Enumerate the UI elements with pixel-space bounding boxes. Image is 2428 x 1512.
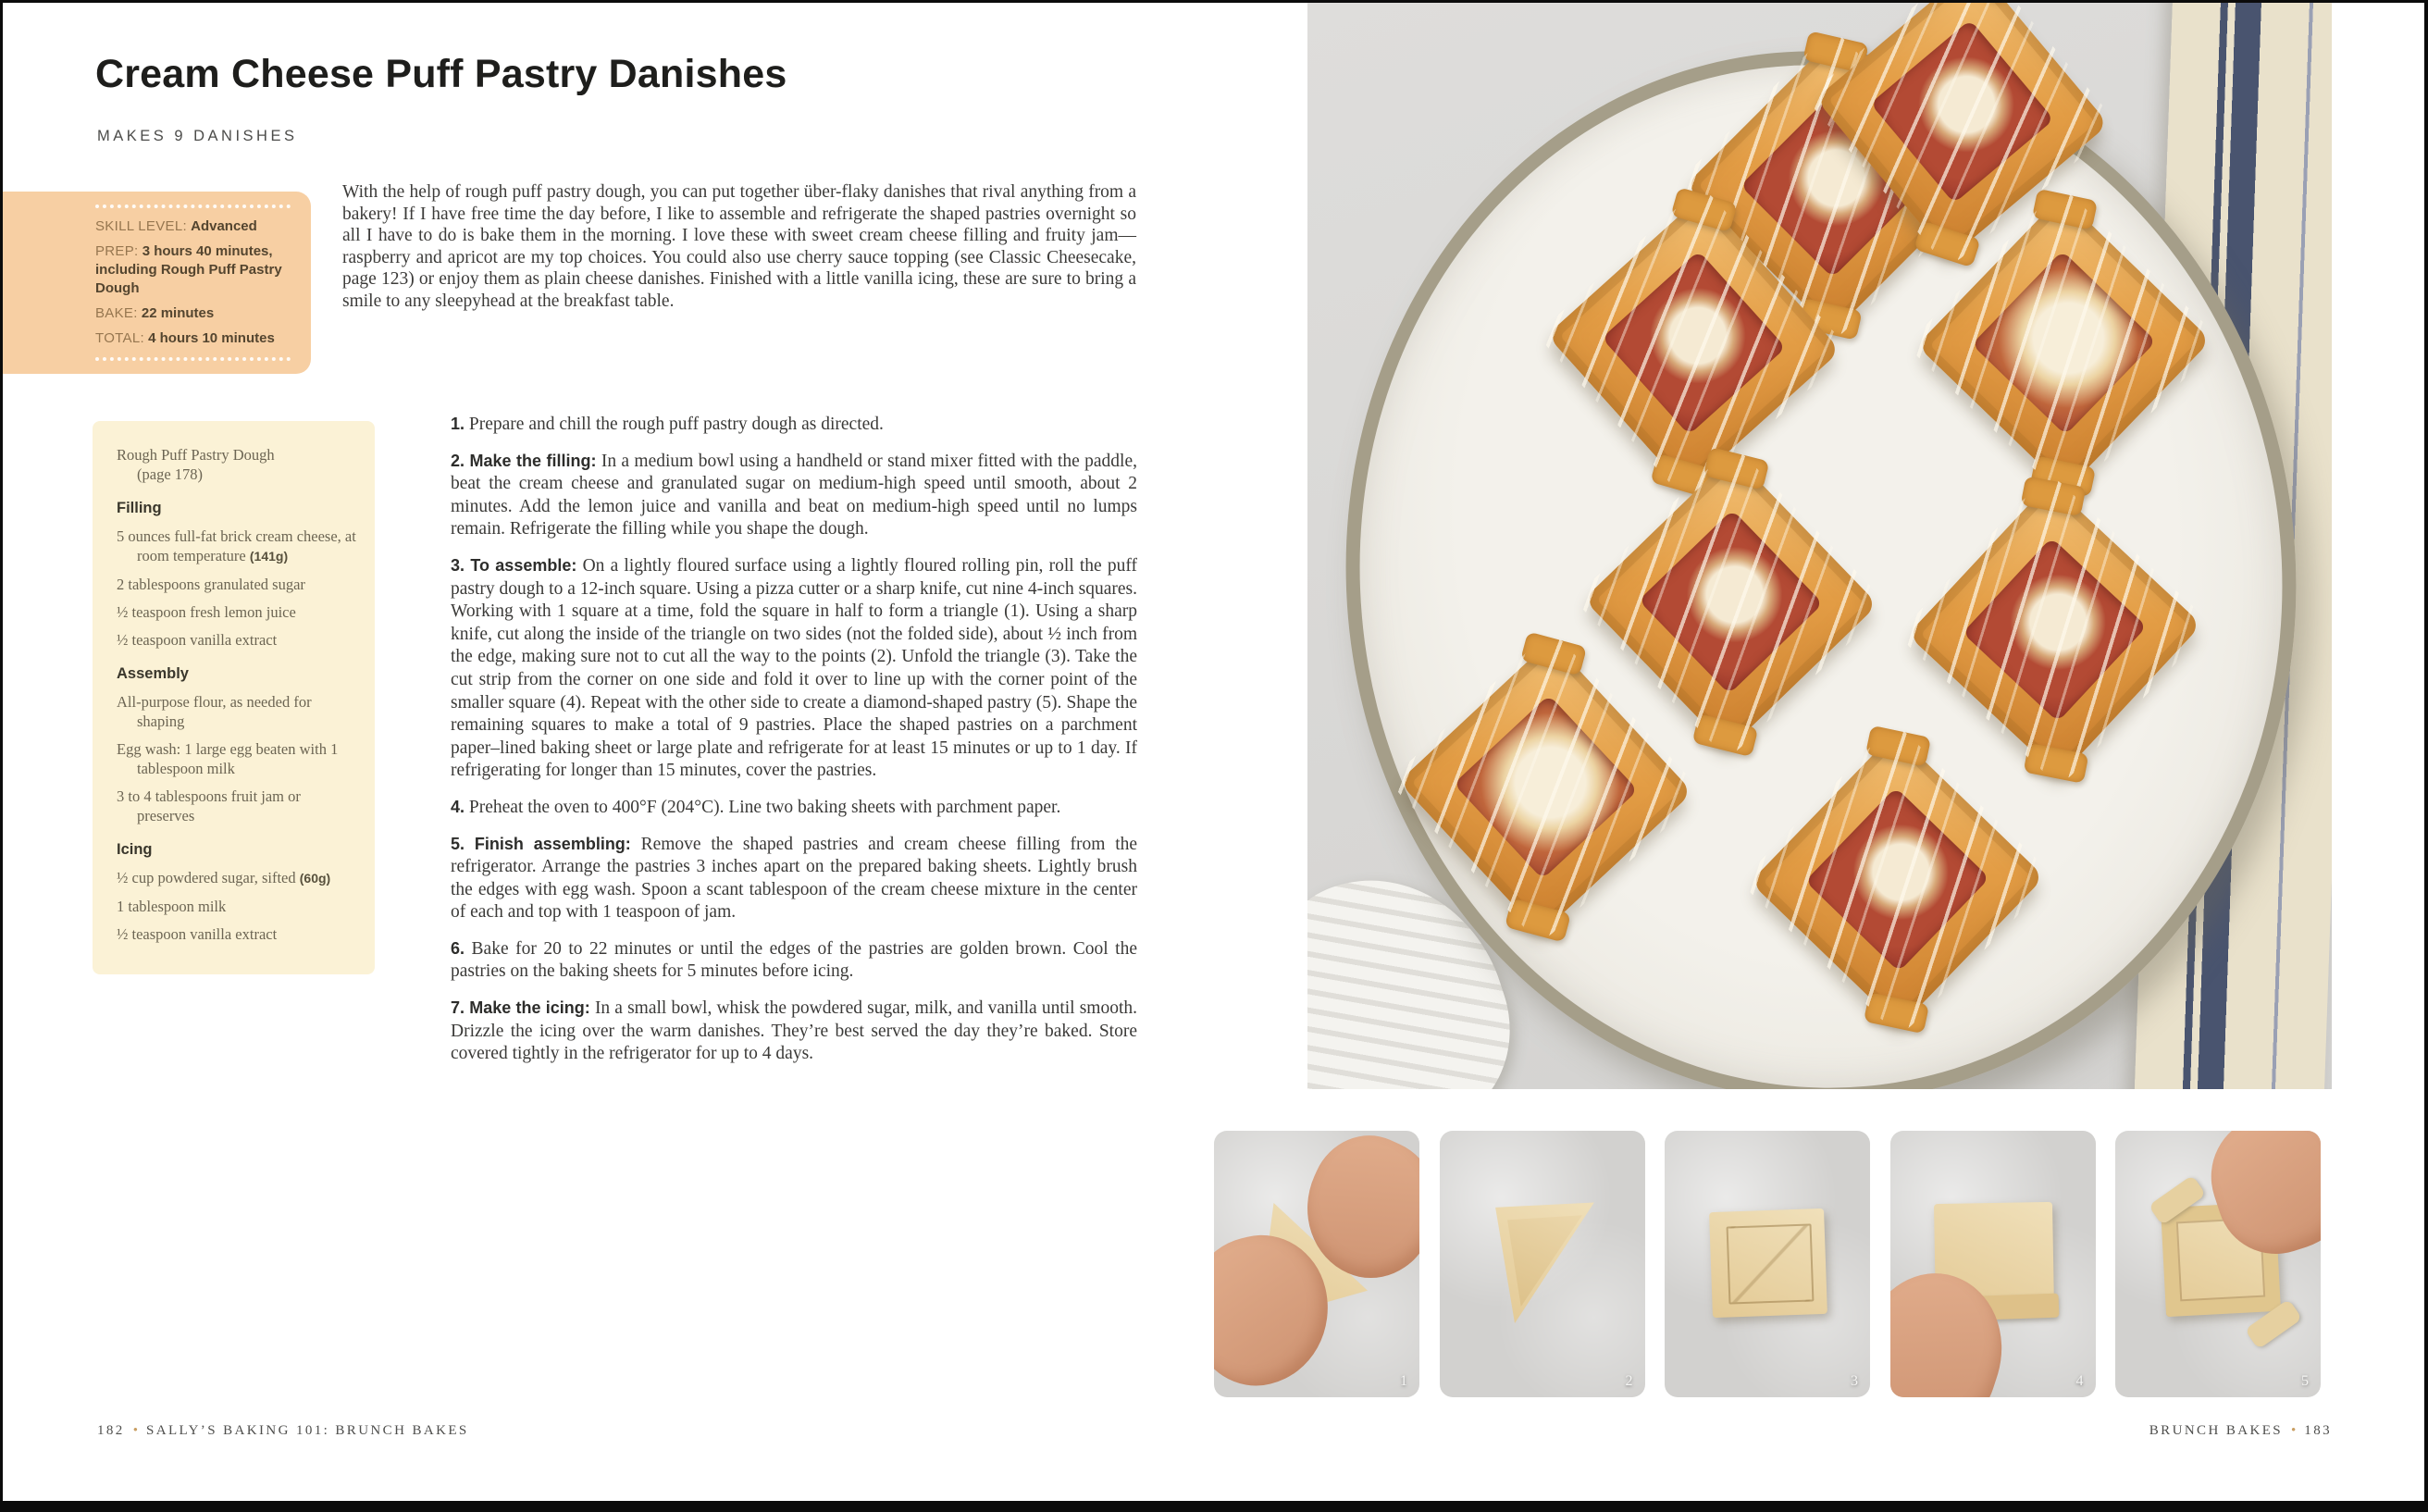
ingredient-item: 5 ounces full-fat brick cream cheese, at room temperature (141g) xyxy=(117,527,356,564)
info-row: PREP: 3 hours 40 minutes, including Rough Puff Pastry Dough xyxy=(95,243,282,296)
step-photo-number: 1 xyxy=(1400,1373,1407,1389)
ingredient-section-heading: Filling xyxy=(117,500,162,516)
step-photos xyxy=(1214,1131,2321,1397)
direction-step: 3. To assemble: On a lightly floured surface using a lightly floured rolling pin, roll the puff pastry dough to a 12-inch square. Using a pizza cutter or a sharp knife, cut nine 4-inch squares. Working with 1 square at a time, fold the square in half to form a triangle (1). Using a sharp knife, cut along the inside of the triangle on two sides (not the folded side), about ½ inch from the edge, making sure not to cut all the way to the points (2). Unfold the triangle (3). Take the cut strip from the corner on one side and fold it over to line up with the corner point of the smaller square (4). Repeat with the other side to create a diamond-shaped pastry (5). Shape the remaining squares to make a total of 9 pastries. Place the shaped pastries on a parchment paper–lined baking sheet or large plate and refrigerate for at least 15 minutes or up to 1 day. If refrigerating for longer than 15 minutes, cover the pastries. xyxy=(451,555,1138,781)
info-row: TOTAL: 4 hours 10 minutes xyxy=(95,330,275,346)
direction-step: 6. Bake for 20 to 22 minutes or until the edges of the pastries are golden brown. Cool the pastries on the baking sheets for 5 minutes before icing. xyxy=(451,938,1137,982)
direction-step: 4. Preheat the oven to 400°F (204°C). Line two baking sheets with parchment paper. xyxy=(451,797,1061,817)
ingredient-item: ½ teaspoon vanilla extract xyxy=(117,631,278,649)
step-photo-finished-diamond xyxy=(2115,1131,2321,1397)
ingredient-section-heading: Icing xyxy=(117,841,153,858)
ingredient-section xyxy=(117,499,356,650)
ingredient-section xyxy=(117,840,356,944)
footer-chapter-title: BRUNCH BAKES xyxy=(2149,1423,2284,1438)
recipe-yield: MAKES 9 DANISHES xyxy=(97,128,298,144)
recipe-title: Cream Cheese Puff Pastry Danishes xyxy=(95,52,787,96)
ingredient-item: 1 tablespoon milk xyxy=(117,898,227,915)
ingredient-item: Egg wash: 1 large egg beaten with 1 tablespoon milk xyxy=(117,740,339,777)
dough-cut-line xyxy=(1727,1223,1815,1304)
page-number: 183 xyxy=(2304,1423,2332,1438)
info-row: BAKE: 22 minutes xyxy=(95,305,215,321)
direction-step: 2. Make the filling: In a medium bowl using a handheld or stand mixer fitted with the paddle, beat the cream cheese and granulated sugar on medium-high speed until smooth, about 2 minutes. Add the lemon juice and vanilla and beat on medium-high speed until no lumps remain. Refrigerate the filling while you shape the dough. xyxy=(451,451,1137,539)
dotted-divider xyxy=(95,357,291,361)
step-photo-unfolded-square xyxy=(1665,1131,1870,1397)
step-photo-fold-triangle xyxy=(1214,1131,1419,1397)
ingredients-box xyxy=(93,421,375,974)
dotted-divider xyxy=(95,204,291,208)
ingredient-item: ½ teaspoon fresh lemon juice xyxy=(117,603,296,621)
recipe-info-box xyxy=(3,192,311,374)
ingredient-item: All-purpose flour, as needed for shaping xyxy=(117,693,312,730)
ingredient-item: ½ cup powdered sugar, sifted (60g) xyxy=(117,869,331,886)
step-photo-number: 2 xyxy=(1625,1373,1633,1389)
step-photo-number: 5 xyxy=(2301,1373,2309,1389)
step-photo-number: 4 xyxy=(2075,1373,2084,1389)
ingredient-item: ½ teaspoon vanilla extract xyxy=(117,925,278,943)
step-photo-cut-triangle xyxy=(1440,1131,1645,1397)
footer-right xyxy=(2149,1423,2332,1439)
intro-paragraph: With the help of rough puff pastry dough, you can put together über-flaky danishes that rival anything from a bakery! If I have free time the day before, I like to assemble and refrigerate the shaped pastries overnight so all I have to do is bake them in the morning. I love these with sweet cream cheese filling and fruity jam—raspberry and apricot are my top choices. You could also use cherry sauce topping (see Classic Cheesecake, page 123) or enjoy them as plain cheese danishes. Finished with a little vanilla icing, these are sure to bring a smile to any sleepyhead at the breakfast table. xyxy=(342,182,1136,311)
ingredient-section-heading: Assembly xyxy=(117,665,189,682)
footer-separator-dot: • xyxy=(132,1423,138,1438)
footer-book-title: SALLY’S BAKING 101: BRUNCH BAKES xyxy=(145,1423,469,1438)
direction-step: 5. Finish assembling: Remove the shaped pastries and cream cheese filling from the refrigerator. Arrange the pastries 3 inches apart on the prepared baking sheets. Lightly brush the edges with egg wash. Spoon a scant tablespoon of the cream cheese mixture in the center of each and top with 1 teaspoon of jam. xyxy=(451,834,1138,923)
step-photo-fold-strip xyxy=(1890,1131,2096,1397)
footer-separator-dot: • xyxy=(2291,1423,2297,1438)
ingredient-item: Rough Puff Pastry Dough (page 178) xyxy=(117,446,275,483)
step-photo-number: 3 xyxy=(1851,1373,1858,1389)
danish-platter-photo xyxy=(1307,3,2332,1089)
direction-step: 7. Make the icing: In a small bowl, whisk the powdered sugar, milk, and vanilla until smooth. Drizzle the icing over the warm danishes. They’re best served the day they’re baked. Store covered tightly in the refrigerator for up to 4 days. xyxy=(451,998,1137,1064)
footer-left xyxy=(97,1423,469,1439)
direction-step: 1. Prepare and chill the rough puff pastry dough as directed. xyxy=(451,415,884,434)
ingredient-item: 2 tablespoons granulated sugar xyxy=(117,576,305,593)
ingredient-section xyxy=(117,664,356,825)
info-row: SKILL LEVEL: Advanced xyxy=(95,218,257,234)
directions xyxy=(451,413,1137,1079)
ingredient-item: 3 to 4 tablespoons fruit jam or preserves xyxy=(117,787,301,824)
page-number: 182 xyxy=(97,1423,125,1438)
